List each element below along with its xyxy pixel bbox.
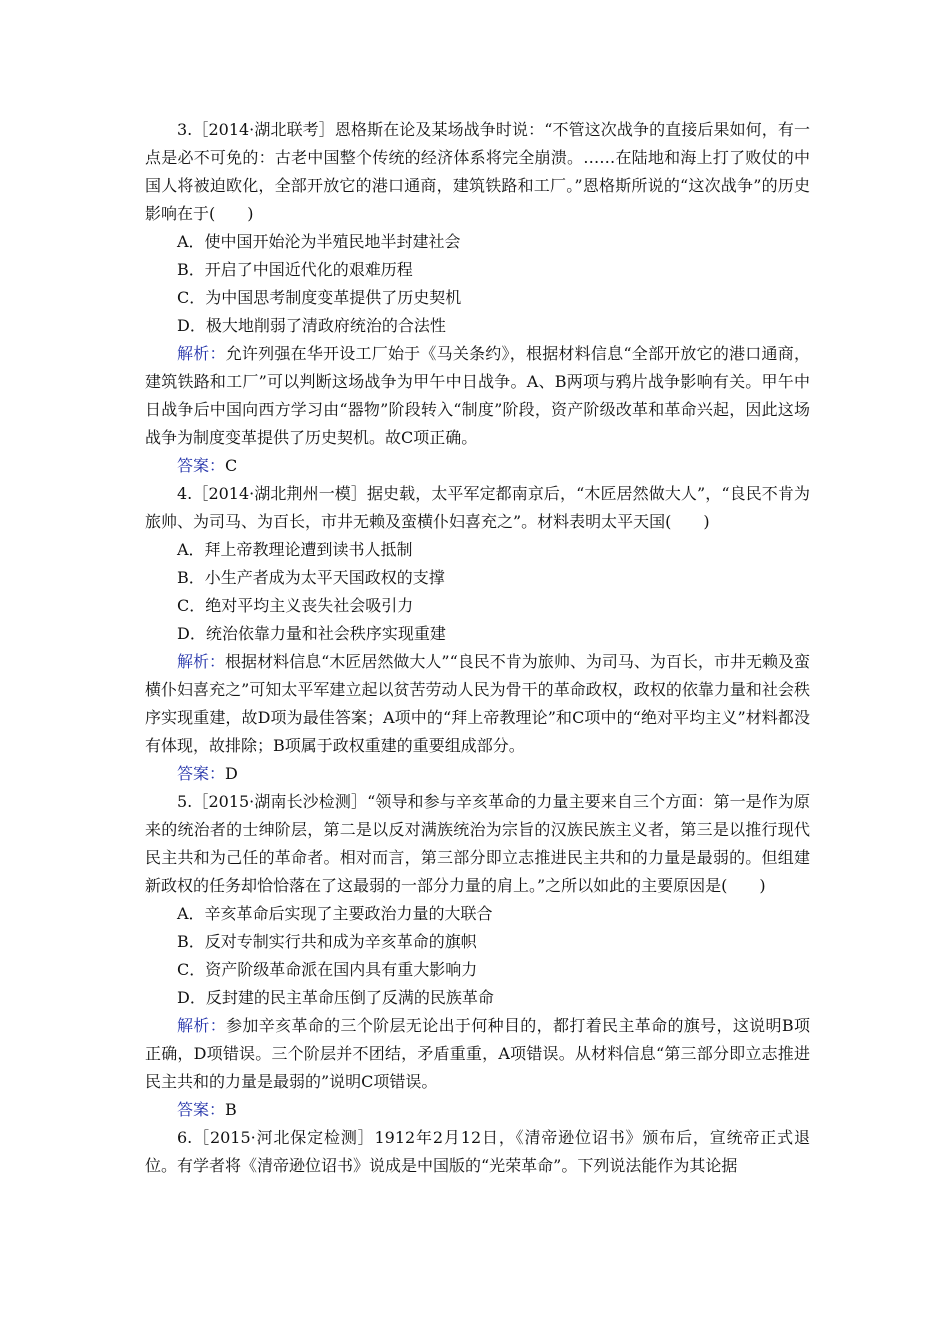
answer-label: 答案： bbox=[177, 764, 226, 783]
option-d: D．统治依靠力量和社会秩序实现重建 bbox=[177, 624, 446, 643]
option-c: C．绝对平均主义丧失社会吸引力 bbox=[177, 596, 414, 615]
answer bbox=[145, 760, 810, 788]
option-c: C．为中国思考制度变革提供了历史契机 bbox=[177, 288, 462, 307]
option-b: B．开启了中国近代化的艰难历程 bbox=[177, 260, 413, 279]
option-b: B．小生产者成为太平天国政权的支撑 bbox=[177, 568, 445, 587]
analysis-label: 解析： bbox=[177, 1016, 227, 1035]
question-3 bbox=[145, 116, 810, 480]
question-stem: 3.［2014·湖北联考］恩格斯在论及某场战争时说：“不管这次战争的直接后果如何，有一点是必不可免的：古老中国整个传统的经济体系将完全崩溃。……在陆地和海上打了败仗的中国人将被迫欧化，全部开放它的港口通商，建筑铁路和工厂。”恩格斯所说的“这次战争”的历史影响在于( ) bbox=[145, 120, 810, 223]
answer-value: B bbox=[225, 1100, 237, 1119]
analysis bbox=[145, 1012, 810, 1096]
answer bbox=[145, 452, 810, 480]
option-a: A．辛亥革命后实现了主要政治力量的大联合 bbox=[177, 904, 493, 923]
option-c: C．资产阶级革命派在国内具有重大影响力 bbox=[177, 960, 478, 979]
answer-value: D bbox=[225, 764, 238, 783]
answer bbox=[145, 1096, 810, 1124]
analysis-label: 解析： bbox=[177, 652, 226, 671]
analysis-text: 根据材料信息“木匠居然做大人”“良民不肯为旅帅、为司马、为百长，市井无赖及蛮横仆妇喜充之”可知太平军建立起以贫苦劳动人民为骨干的革命政权，政权的依靠力量和社会秩序实现重建，故D项为最佳答案；A项中的“拜上帝教理论”和C项中的“绝对平均主义”材料都没有体现，故排除；B项属于政权重建的重要组成部分。 bbox=[145, 652, 810, 755]
option-d: D．极大地削弱了清政府统治的合法性 bbox=[177, 316, 446, 335]
document-page bbox=[145, 116, 810, 1180]
question-stem: 4.［2014·湖北荆州一模］据史载，太平军定都南京后，“木匠居然做大人”，“良民不肯为旅帅、为司马、为百长，市井无赖及蛮横仆妇喜充之”。材料表明太平天国( ) bbox=[145, 484, 810, 531]
option-d: D．反封建的民主革命压倒了反满的民族革命 bbox=[177, 988, 494, 1007]
question-stem: 6.［2015·河北保定检测］1912年2月12日，《清帝逊位诏书》颁布后，宣统帝正式退位。有学者将《清帝逊位诏书》说成是中国版的“光荣革命”。下列说法能作为其论据 bbox=[145, 1128, 810, 1175]
analysis-label: 解析： bbox=[177, 344, 226, 363]
analysis bbox=[145, 340, 810, 452]
question-4 bbox=[145, 480, 810, 788]
analysis-text: 允许列强在华开设工厂始于《马关条约》，根据材料信息“全部开放它的港口通商，建筑铁路和工厂”可以判断这场战争为甲午中日战争。A、B两项与鸦片战争影响有关。甲午中日战争后中国向西方学习由“器物”阶段转入“制度”阶段，资产阶级改革和革命兴起，因此这场战争为制度变革提供了历史契机。故C项正确。 bbox=[145, 344, 810, 447]
option-a: A．拜上帝教理论遭到读书人抵制 bbox=[177, 540, 413, 559]
question-stem: 5.［2015·湖南长沙检测］“领导和参与辛亥革命的力量主要来自三个方面：第一是作为原来的统治者的士绅阶层，第二是以反对满族统治为宗旨的汉族民族主义者，第三是以推行现代民主共和为己任的革命者。相对而言，第三部分即立志推进民主共和的力量是最弱的。但组建新政权的任务却恰恰落在了这最弱的一部分力量的肩上。”之所以如此的主要原因是( ) bbox=[145, 792, 810, 895]
answer-label: 答案： bbox=[177, 1100, 226, 1119]
answer-label: 答案： bbox=[177, 456, 226, 475]
analysis-text: 参加辛亥革命的三个阶层无论出于何种目的，都打着民主革命的旗号，这说明B项正确，D项错误。三个阶层并不团结，矛盾重重，A项错误。从材料信息“第三部分即立志推进民主共和的力量是最弱的”说明C项错误。 bbox=[145, 1016, 810, 1091]
option-a: A．使中国开始沦为半殖民地半封建社会 bbox=[177, 232, 461, 251]
option-b: B．反对专制实行共和成为辛亥革命的旗帜 bbox=[177, 932, 477, 951]
question-6 bbox=[145, 1124, 810, 1180]
answer-value: C bbox=[225, 456, 238, 475]
analysis bbox=[145, 648, 810, 760]
question-5 bbox=[145, 788, 810, 1124]
